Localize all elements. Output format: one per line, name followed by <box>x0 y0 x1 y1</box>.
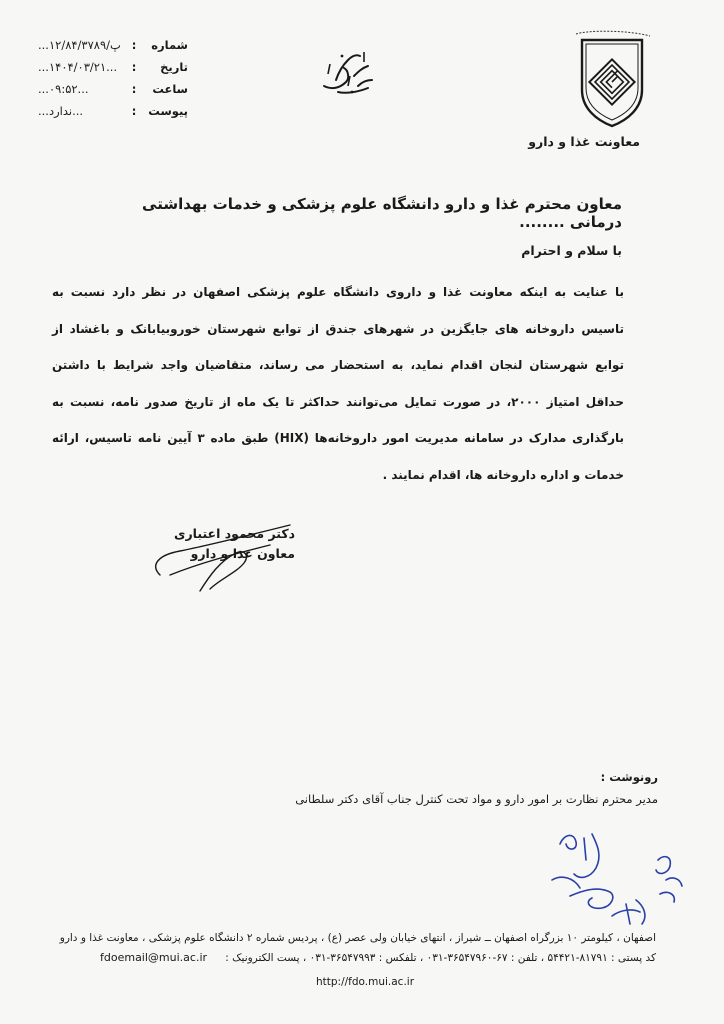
footer-address: اصفهان ، کیلومتر ۱۰ بزرگراه اصفهان ــ شیراز ، انتهای خیابان ولی عصر (ع) ، پردیس شماره ۲ دانشگاه علوم پزشکی ، معاونت غذا و دارو <box>59 932 656 944</box>
cc-label: رونوشت : <box>600 770 658 784</box>
basmala-calligraphy <box>318 46 376 100</box>
date-value: ...۱۴۰۴/۰۳/۲۱... <box>38 60 118 74</box>
number-label: شماره <box>151 38 188 52</box>
signature-block <box>174 524 295 564</box>
time-label: ساعت <box>152 82 188 96</box>
university-logo <box>568 30 656 130</box>
footer-url[interactable]: http://fdo.mui.ac.ir <box>316 976 415 988</box>
number-row: شماره : ...۱۲/۸۴/۳۷۸۹/پ <box>38 38 188 52</box>
signatory-name: دکتر محمود اعتباری <box>174 526 296 541</box>
letter-body: با عنایت به اینکه معاونت غذا و داروی دانشگاه علوم پزشکی اصفهان در نظر دارد نسبت به تاسیس داروخانه های جایگزین در شهرهای جندق از توابع شهرستان خوروبیابانک و باغشاد از توابع شهرستان لنجان اقدام نماید، به استحضار می رساند، متقاضیان واجد شرایط با داشتن حداقل امتیاز ۲۰۰۰، در صورت تمایل می‌توانند حداکثر تا یک ماه از تاریخ صدور نامه، نسبت به بارگذاری مدارک در سامانه مدیریت امور داروخانه‌ها (HIX) طبق ماده ۳ آیین نامه تاسیس، ارائه خدمات و اداره داروخانه ها، اقدام نمایند . <box>52 285 625 482</box>
number-value: ...۱۲/۸۴/۳۷۸۹/پ <box>38 38 121 52</box>
attachment-value: ...ندارد... <box>38 104 84 118</box>
cc-text: مدیر محترم نظارت بر امور دارو و مواد تحت کنترل جناب آقای دکتر سلطانی <box>295 792 658 806</box>
date-label: تاریخ <box>160 60 188 74</box>
time-value: ...۰۹:۵۲... <box>38 82 89 96</box>
letter-meta <box>38 34 188 122</box>
footer-contact: کد پستی : ۸۱۷۹۱-۵۴۴۲۱ ، تلفن : ۶۷-۳۶۵۴۷۹۶۰-۰۳۱ ، تلفکس : ۳۶۵۴۷۹۹۳-۰۳۱ ، پست الکترونیک : <box>225 952 656 964</box>
department-name: معاونت غذا و دارو <box>528 134 640 149</box>
attachment-row: پیوست : ...ندارد... <box>38 104 188 118</box>
footer-email[interactable]: fdoemail@mui.ac.ir <box>100 951 208 964</box>
attachment-label: پیوست <box>148 104 188 118</box>
handwritten-note <box>540 820 690 930</box>
time-row: ساعت : ...۰۹:۵۲... <box>38 82 188 96</box>
date-row: تاریخ : ...۱۴۰۴/۰۳/۲۱... <box>38 60 188 74</box>
recipient-line: معاون محترم غذا و دارو دانشگاه علوم پزشکی و خدمات بهداشتی درمانی ........ <box>142 195 622 231</box>
greeting: با سلام و احترام <box>521 243 622 258</box>
signatory-title: معاون غذا و دارو <box>190 546 296 561</box>
